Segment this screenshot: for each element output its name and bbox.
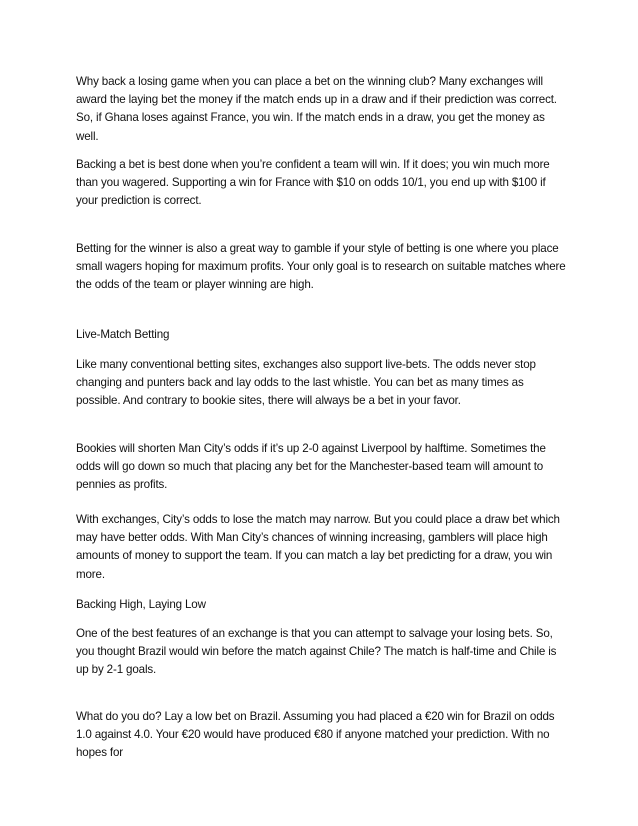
section-heading-backing-high-laying-low: Backing High, Laying Low — [76, 598, 206, 611]
paragraph-backing-bet: Backing a bet is best done when you’re confident a team will win. If it does; you win much more than you wagered. Supporting a win for France with $10 on odds 10/1, you end up with $100 if your prediction is correct. — [76, 158, 550, 208]
paragraph-exchanges-city-odds: With exchanges, City’s odds to lose the match may narrow. But you could place a draw bet which may have better odds. With Man City’s chances of winning increasing, gamblers will place high amounts of money to support the team. If you can match a lay bet predicting for a draw, you win more. — [76, 513, 560, 581]
paragraph-betting-winner: Betting for the winner is also a great way to gamble if your style of betting is one where you place small wagers hoping for maximum profits. Your only goal is to research on suitable matches where the odds of the team or player winning are high. — [76, 242, 566, 292]
paragraph-salvage-losing-bets: One of the best features of an exchange is that you can attempt to salvage your losing bets. So, you thought Brazil would win before the match against Chile? The match is half-time and Chile is up by 2-1 goals. — [76, 627, 557, 677]
paragraph-bookies-shorten-odds: Bookies will shorten Man City’s odds if it’s up 2-0 against Liverpool by halftime. Sometimes the odds will go down so much that placing any bet for the Manchester-based team will amount to pennies as profits. — [76, 442, 546, 492]
paragraph-lay-low-bet-brazil: What do you do? Lay a low bet on Brazil. Assuming you had placed a €20 win for Brazil on odds 1.0 against 4.0. Your €20 would have produced €80 if anyone matched your prediction. With no hopes for — [76, 710, 555, 760]
section-heading-live-match-betting: Live-Match Betting — [76, 328, 170, 341]
paragraph-live-bets: Like many conventional betting sites, exchanges also support live-bets. The odds never stop changing and punters back and lay odds to the last whistle. You can bet as many times as possible. And contrary to bookie sites, there will always be a bet in your favor. — [76, 358, 536, 408]
paragraph-back-winning-club: Why back a losing game when you can place a bet on the winning club? Many exchanges will award the laying bet the money if the match ends up in a draw and if their prediction was correct. So, if Ghana loses against France, you win. If the match ends in a draw, you get the money as well. — [76, 75, 557, 143]
